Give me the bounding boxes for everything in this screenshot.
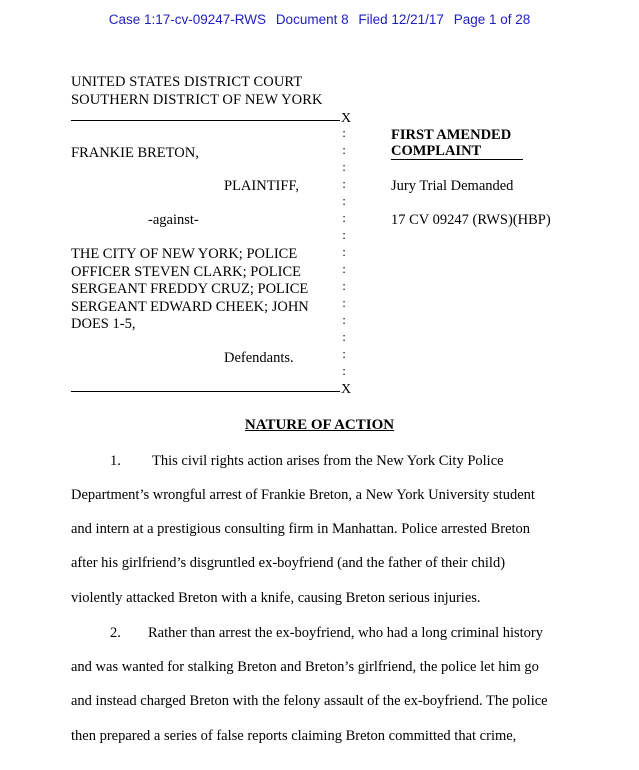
- defendants-line: SERGEANT FREDDY CRUZ; POLICE: [71, 281, 309, 297]
- defendants-line: THE CITY OF NEW YORK; POLICE: [71, 246, 298, 262]
- document-title-line2: COMPLAINT: [391, 144, 523, 160]
- paragraph-line: Department’s wrongful arrest of Frankie Breton, a New York University student: [71, 487, 535, 503]
- paragraph-line: and instead charged Breton with the felony assault of the ex-boyfriend. The police: [71, 693, 548, 709]
- paragraph-line: This civil rights action arises from the New York City Police: [152, 453, 504, 469]
- defendants-line: SERGEANT EDWARD CHEEK; JOHN: [71, 298, 309, 315]
- plaintiff-name: FRANKIE BRETON,: [71, 145, 199, 161]
- docket-number: 17 CV 09247 (RWS)(HBP): [391, 212, 551, 228]
- document-title-line1: FIRST AMENDED: [391, 127, 512, 143]
- section-heading: NATURE OF ACTION: [244, 417, 395, 433]
- caption-top-x: X: [341, 111, 352, 126]
- against-label: -against-: [148, 212, 199, 228]
- page-indicator: Page 1 of 28: [453, 12, 531, 27]
- paragraph-number: 1.: [110, 453, 121, 469]
- paragraph-line: and intern at a prestigious consulting firm in Manhattan. Police arrested Breton: [71, 521, 531, 537]
- defendants-line: DOES 1-5,: [71, 316, 136, 332]
- paragraph-number: 2.: [110, 625, 121, 641]
- court-filing-header: [0, 12, 639, 27]
- defendants-role: Defendants.: [224, 350, 294, 366]
- filed-date: Filed 12/21/17: [358, 12, 444, 27]
- document-number: Document 8: [275, 12, 349, 27]
- court-name-line1: UNITED STATES DISTRICT COURT: [71, 74, 303, 90]
- paragraph-line: Rather than arrest the ex-boyfriend, who had a long criminal history: [148, 625, 544, 641]
- caption-bottom-x: X: [341, 382, 352, 397]
- caption-bottom-rule: [71, 391, 340, 392]
- paragraph-line: then prepared a series of false reports claiming Breton committed that crime,: [71, 728, 517, 744]
- defendants-line: OFFICER STEVEN CLARK; POLICE: [71, 263, 302, 280]
- jury-trial-demanded: Jury Trial Demanded: [391, 178, 514, 194]
- caption-colon-column: : : : : : : : : : : : : : : :: [342, 125, 346, 378]
- paragraph-line: and was wanted for stalking Breton and Breton’s girlfriend, the police let him go: [71, 659, 539, 675]
- case-number: Case 1:17-cv-09247-RWS: [108, 12, 267, 27]
- paragraph-line: after his girlfriend’s disgruntled ex-boyfriend (and the father of their child): [71, 555, 506, 571]
- paragraph-line: violently attacked Breton with a knife, causing Breton serious injuries.: [71, 590, 481, 606]
- plaintiff-role: PLAINTIFF,: [224, 178, 299, 194]
- court-name-line2: SOUTHERN DISTRICT OF NEW YORK: [71, 92, 323, 108]
- caption-top-rule: [71, 120, 340, 121]
